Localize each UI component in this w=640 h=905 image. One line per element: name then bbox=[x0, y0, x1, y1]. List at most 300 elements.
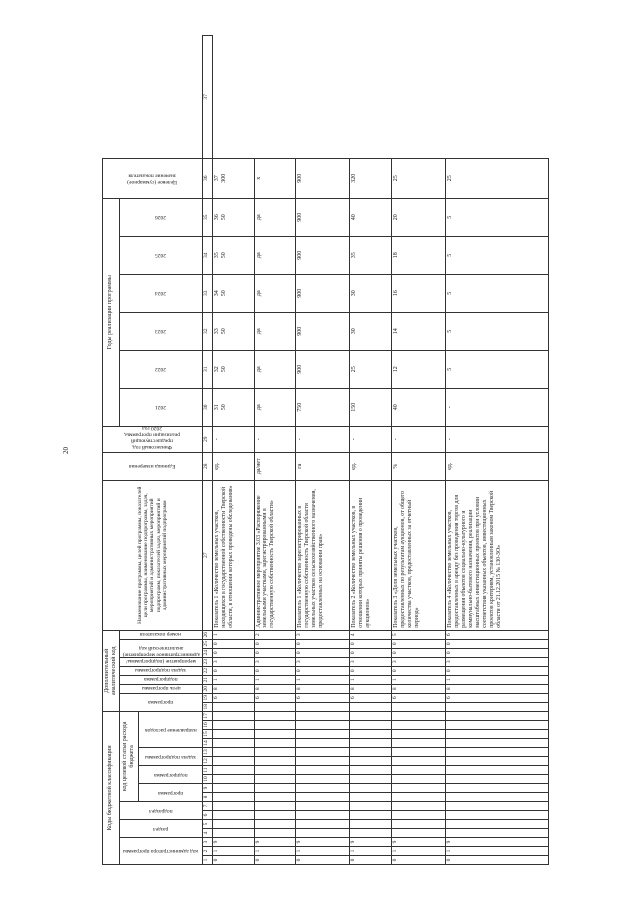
year-value-cell bbox=[212, 274, 254, 312]
base-year-cell: - bbox=[391, 426, 445, 452]
code-cell bbox=[445, 775, 548, 784]
code-cell: 3 bbox=[391, 657, 445, 666]
section-header bbox=[119, 820, 202, 838]
code-cell: 0 bbox=[391, 648, 445, 657]
year-value: 12 bbox=[392, 366, 399, 373]
code-cell bbox=[350, 802, 392, 811]
year-value-cell bbox=[350, 274, 392, 312]
indicator-name: Показатель 1 «Количество земельных участков, находящихся в государственной собственности Тверской области, в отношении которых проведены обследования» bbox=[212, 480, 254, 630]
target-value-cell bbox=[350, 158, 392, 198]
year-value: 18 bbox=[392, 252, 399, 259]
subsection-header bbox=[119, 802, 202, 820]
code-cell bbox=[254, 730, 296, 739]
column-number: 6 bbox=[202, 811, 212, 820]
unit-header bbox=[103, 452, 203, 480]
year-value: 35 bbox=[213, 252, 220, 259]
name-header bbox=[103, 480, 203, 630]
column-number: 25 bbox=[202, 639, 212, 648]
code-cell: 0 bbox=[350, 666, 392, 675]
code-cell bbox=[445, 739, 548, 748]
column-numbers-row bbox=[202, 36, 212, 865]
indicator-name: Показатель 3 «Доля земельных участков, предоставленных по результатам аукционов, от общего количества участков, предоставленных за отчетный период» bbox=[391, 480, 445, 630]
column-number: 3 bbox=[202, 838, 212, 847]
code-cell bbox=[296, 721, 350, 730]
code-cell bbox=[254, 739, 296, 748]
year-value: да bbox=[255, 252, 262, 259]
code-cell bbox=[296, 784, 350, 793]
add-subprogram-text: подпрограмма bbox=[143, 675, 178, 682]
target-value-cell bbox=[254, 158, 296, 198]
target-value: 37 bbox=[213, 175, 220, 182]
code-cell: 9 bbox=[212, 838, 254, 847]
code-cell: 0 bbox=[391, 666, 445, 675]
year-value: да bbox=[255, 366, 262, 373]
column-number: 22 bbox=[202, 666, 212, 675]
code-cell bbox=[350, 793, 392, 802]
year-value: 35 bbox=[351, 252, 358, 259]
year-header-1 bbox=[119, 350, 202, 388]
year-value-cell bbox=[254, 388, 296, 426]
code-cell: 3 bbox=[296, 657, 350, 666]
target-value-header-text: Целевое (суммарное) значение показателя bbox=[127, 172, 178, 185]
program-code-text: программа bbox=[157, 789, 184, 796]
code-cell: 0 bbox=[350, 856, 392, 865]
year-value: 750 bbox=[297, 402, 304, 412]
code-cell bbox=[391, 721, 445, 730]
code-cell bbox=[296, 802, 350, 811]
year-value-cell bbox=[445, 388, 548, 426]
code-cell: 0 bbox=[212, 666, 254, 675]
code-cell bbox=[445, 820, 548, 829]
code-cell bbox=[296, 748, 350, 757]
additional-code-header: Дополнительный аналитический код bbox=[103, 630, 120, 711]
code-cell bbox=[296, 811, 350, 820]
code-cell bbox=[391, 757, 445, 766]
code-cell: 8 bbox=[391, 684, 445, 693]
code-cell bbox=[296, 730, 350, 739]
column-number: 7 bbox=[202, 802, 212, 811]
code-cell: 1 bbox=[391, 675, 445, 684]
code-cell bbox=[391, 766, 445, 775]
year-header-2 bbox=[119, 312, 202, 350]
code-cell bbox=[212, 711, 254, 720]
code-cell: 0 bbox=[212, 639, 254, 648]
code-cell: 0 bbox=[212, 856, 254, 865]
year-value-cell bbox=[212, 312, 254, 350]
indicator-name: Показатель 4 «Количество земельных участков, предоставленных в аренду без проведения торгов для размещения объектов социально-культурного и коммунально-бытового назначения, реализации масштабных инвестиционных проектов при условии соответствия указанных объектов, инвестиционных проектов критериям, установленным законом Тверской области от 21.12.2015 № 130-ЗО» bbox=[445, 480, 548, 630]
column-number: 32 bbox=[202, 312, 212, 350]
add-task-header bbox=[119, 666, 202, 675]
code-cell: 1 bbox=[391, 847, 445, 856]
year-value: 16 bbox=[392, 290, 399, 297]
code-cell bbox=[391, 711, 445, 720]
base-year-cell: - bbox=[296, 426, 350, 452]
code-cell: 9 bbox=[391, 838, 445, 847]
year-value-cell bbox=[350, 312, 392, 350]
code-cell bbox=[254, 711, 296, 720]
code-cell bbox=[350, 757, 392, 766]
code-cell bbox=[212, 775, 254, 784]
year-text-2: 2023 bbox=[155, 328, 167, 335]
name-header-text: Наименование программы, целей программы, показателей цели программы, наименование подпрограмм, задач, мероприятий и административных мероприятий подпрограмм, показателей задач, мероприятий и административных мероприятий подпрограмм bbox=[136, 486, 168, 624]
year-value-cell bbox=[212, 236, 254, 274]
year-text-5: 2026 bbox=[155, 214, 167, 221]
base-year-cell: - bbox=[350, 426, 392, 452]
code-cell: 8 bbox=[212, 684, 254, 693]
column-number: 24 bbox=[202, 648, 212, 657]
add-indicator-text: номер показателя bbox=[140, 630, 182, 637]
code-cell: 1 bbox=[350, 675, 392, 684]
year-value-cell bbox=[212, 388, 254, 426]
indicator-name: Показатель 1 «Количество зарегистрированных в государственную собственность Тверской области земельных участков сельскохозяйственного назначения, предоставленных на основании прав» bbox=[296, 480, 350, 630]
column-number: 11 bbox=[202, 766, 212, 775]
add-target-header bbox=[119, 684, 202, 693]
code-cell bbox=[350, 739, 392, 748]
code-cell: 1 bbox=[254, 675, 296, 684]
year-value: 900 bbox=[297, 250, 304, 260]
code-cell: 3 bbox=[350, 657, 392, 666]
table-row bbox=[445, 36, 548, 865]
year-value: 900 bbox=[297, 212, 304, 222]
code-cell bbox=[296, 757, 350, 766]
target-value-secondary: х bbox=[255, 176, 262, 180]
year-value-cell bbox=[391, 350, 445, 388]
code-cell: 8 bbox=[296, 684, 350, 693]
code-cell: 8 bbox=[254, 684, 296, 693]
code-cell bbox=[350, 811, 392, 820]
target-value-secondary: 25 bbox=[446, 175, 453, 182]
code-cell: 6 bbox=[445, 693, 548, 702]
column-number: 27 bbox=[202, 480, 212, 630]
code-cell: 0 bbox=[296, 856, 350, 865]
fin-year-header-text: Финансовый год, предшествующий реализации программы, 2020 год bbox=[124, 424, 181, 450]
column-number: 20 bbox=[202, 684, 212, 693]
year-value: 5 bbox=[446, 367, 453, 371]
code-cell bbox=[391, 829, 445, 838]
year-value: 150 bbox=[351, 402, 358, 412]
year-text-3: 2024 bbox=[155, 290, 167, 297]
code-cell: 6 bbox=[212, 693, 254, 702]
code-cell bbox=[254, 766, 296, 775]
column-number: 2 bbox=[202, 847, 212, 856]
column-number: 4 bbox=[202, 829, 212, 838]
task-code-header bbox=[139, 748, 203, 766]
code-cell: 1 bbox=[212, 630, 254, 639]
code-cell bbox=[296, 739, 350, 748]
year-text-0: 2021 bbox=[155, 404, 167, 411]
code-cell bbox=[254, 829, 296, 838]
code-cell bbox=[391, 802, 445, 811]
target-value-header bbox=[103, 158, 203, 198]
code-cell bbox=[350, 721, 392, 730]
year-value-cell bbox=[296, 312, 350, 350]
code-cell bbox=[391, 748, 445, 757]
code-cell: 8 bbox=[445, 684, 548, 693]
code-cell bbox=[391, 784, 445, 793]
column-number: 15 bbox=[202, 730, 212, 739]
code-cell: 0 bbox=[350, 648, 392, 657]
code-cell bbox=[296, 820, 350, 829]
code-cell bbox=[445, 829, 548, 838]
code-cell bbox=[445, 793, 548, 802]
year-header-5 bbox=[119, 198, 202, 236]
year-value-cell bbox=[391, 198, 445, 236]
code-cell: 0 bbox=[445, 856, 548, 865]
code-cell bbox=[212, 757, 254, 766]
code-cell bbox=[391, 811, 445, 820]
year-value-cell bbox=[296, 388, 350, 426]
year-value-cell bbox=[445, 236, 548, 274]
target-value-secondary: 300 bbox=[220, 173, 227, 183]
year-value-cell bbox=[296, 236, 350, 274]
table-row bbox=[296, 36, 350, 865]
code-cell bbox=[296, 702, 350, 711]
year-value: 40 bbox=[392, 404, 399, 411]
code-cell bbox=[254, 820, 296, 829]
code-cell bbox=[212, 721, 254, 730]
code-cell: 3 bbox=[296, 630, 350, 639]
code-cell: 2 bbox=[254, 630, 296, 639]
code-cell bbox=[445, 784, 548, 793]
code-cell: 0 bbox=[296, 639, 350, 648]
code-cell bbox=[445, 811, 548, 820]
target-code-header: код целевой статьи расхода бюджета bbox=[119, 711, 138, 801]
column-number: 9 bbox=[202, 784, 212, 793]
code-cell bbox=[445, 730, 548, 739]
target-value-cell bbox=[212, 158, 254, 198]
year-value-secondary: 50 bbox=[220, 404, 227, 411]
year-value-cell bbox=[391, 274, 445, 312]
code-cell: 1 bbox=[212, 675, 254, 684]
subprogram-code-text: подпрограмма bbox=[153, 771, 188, 778]
year-value-cell bbox=[445, 350, 548, 388]
code-cell: 6 bbox=[350, 693, 392, 702]
subsection-text: подраздел bbox=[148, 807, 173, 814]
code-cell bbox=[254, 748, 296, 757]
code-cell bbox=[212, 829, 254, 838]
code-cell bbox=[350, 702, 392, 711]
code-cell: 0 bbox=[296, 648, 350, 657]
code-cell bbox=[254, 784, 296, 793]
column-number: 33 bbox=[202, 274, 212, 312]
budget-table-sheet bbox=[102, 35, 537, 865]
add-event-text: мероприятие (подпрограммы/административное мероприятие) bbox=[122, 651, 200, 664]
table-row bbox=[350, 36, 392, 865]
add-event-header bbox=[119, 651, 202, 666]
code-cell: 9 bbox=[350, 838, 392, 847]
code-cell bbox=[445, 766, 548, 775]
code-cell bbox=[350, 775, 392, 784]
add-target-text: цель программы bbox=[141, 684, 181, 691]
table-header bbox=[103, 36, 203, 865]
year-value-cell bbox=[445, 198, 548, 236]
code-cell bbox=[296, 829, 350, 838]
target-value-cell bbox=[391, 158, 445, 198]
year-value-cell bbox=[254, 312, 296, 350]
add-task-text: задача подпрограммы bbox=[135, 666, 187, 673]
code-cell: 1 bbox=[296, 847, 350, 856]
code-cell bbox=[445, 721, 548, 730]
column-number: 5 bbox=[202, 820, 212, 829]
code-cell bbox=[391, 702, 445, 711]
column-number: 28 bbox=[202, 452, 212, 480]
column-number: 26 bbox=[202, 630, 212, 639]
year-header-0 bbox=[119, 388, 202, 426]
year-value: 5 bbox=[446, 215, 453, 219]
code-cell: 0 bbox=[254, 856, 296, 865]
code-cell bbox=[212, 730, 254, 739]
target-value-cell bbox=[445, 158, 548, 198]
base-year-cell: - bbox=[254, 426, 296, 452]
column-number: 36 bbox=[202, 158, 212, 198]
page-number: 20 bbox=[62, 447, 70, 454]
admin-code-header bbox=[119, 838, 202, 865]
year-value-cell bbox=[445, 312, 548, 350]
task-code-text: задача подпрограммы bbox=[144, 753, 197, 760]
add-subprogram-header bbox=[119, 675, 202, 684]
code-cell: 0 bbox=[391, 639, 445, 648]
code-cell: 0 bbox=[296, 666, 350, 675]
add-indicator-header bbox=[119, 630, 202, 639]
code-cell: 0 bbox=[254, 666, 296, 675]
code-cell: 9 bbox=[296, 838, 350, 847]
code-cell: 0 bbox=[350, 639, 392, 648]
code-cell bbox=[212, 702, 254, 711]
year-value-cell bbox=[254, 236, 296, 274]
code-cell bbox=[445, 702, 548, 711]
year-value: 30 bbox=[351, 290, 358, 297]
unit-header-text: Единица измерения bbox=[129, 463, 176, 470]
code-cell: 0 bbox=[445, 666, 548, 675]
year-value: 40 bbox=[351, 214, 358, 221]
year-value-cell bbox=[254, 198, 296, 236]
code-cell bbox=[296, 766, 350, 775]
base-year-cell: - bbox=[212, 426, 254, 452]
year-value: 5 bbox=[446, 329, 453, 333]
code-cell bbox=[212, 739, 254, 748]
year-value-cell bbox=[350, 198, 392, 236]
code-cell: 0 bbox=[254, 639, 296, 648]
code-cell bbox=[296, 775, 350, 784]
code-cell bbox=[212, 820, 254, 829]
code-cell bbox=[212, 766, 254, 775]
year-value-secondary: 50 bbox=[220, 214, 227, 221]
add-program-header bbox=[119, 693, 202, 711]
year-value-cell bbox=[350, 350, 392, 388]
year-value-secondary: 50 bbox=[220, 328, 227, 335]
column-number: 35 bbox=[202, 198, 212, 236]
code-cell: 6 bbox=[445, 630, 548, 639]
direction-code-text: направление расходов bbox=[144, 726, 197, 733]
table-row bbox=[254, 36, 296, 865]
code-cell bbox=[445, 711, 548, 720]
target-value-secondary: 900 bbox=[297, 173, 304, 183]
fin-year-header bbox=[103, 426, 203, 452]
code-cell: 6 bbox=[391, 693, 445, 702]
code-cell bbox=[254, 757, 296, 766]
code-cell bbox=[445, 802, 548, 811]
code-cell: 1 bbox=[445, 675, 548, 684]
code-cell bbox=[350, 748, 392, 757]
code-cell: 1 bbox=[296, 675, 350, 684]
year-header-4 bbox=[119, 236, 202, 274]
column-number: 17 bbox=[202, 711, 212, 720]
code-cell bbox=[391, 730, 445, 739]
add-analytic-text: аналитический код bbox=[138, 645, 183, 652]
table-row bbox=[212, 36, 254, 865]
code-cell bbox=[212, 748, 254, 757]
code-cell: 3 bbox=[212, 657, 254, 666]
year-value: да bbox=[255, 328, 262, 335]
year-header-3 bbox=[119, 274, 202, 312]
column-number: 23 bbox=[202, 657, 212, 666]
year-value-secondary: 50 bbox=[220, 252, 227, 259]
code-cell: 9 bbox=[254, 838, 296, 847]
code-cell bbox=[296, 711, 350, 720]
code-cell: 6 bbox=[254, 693, 296, 702]
year-value: 5 bbox=[446, 253, 453, 257]
column-number: 1 bbox=[202, 856, 212, 865]
column-number: 21 bbox=[202, 675, 212, 684]
target-value-secondary: 320 bbox=[351, 173, 358, 183]
column-number: 14 bbox=[202, 739, 212, 748]
code-cell bbox=[445, 748, 548, 757]
year-value: 30 bbox=[351, 328, 358, 335]
base-year-cell: - bbox=[445, 426, 548, 452]
column-number: 10 bbox=[202, 775, 212, 784]
code-cell: 0 bbox=[445, 648, 548, 657]
unit-cell: % bbox=[391, 452, 445, 480]
code-cell: 4 bbox=[350, 630, 392, 639]
code-cell bbox=[350, 766, 392, 775]
unit-cell: ед. bbox=[350, 452, 392, 480]
unit-cell: ед. bbox=[212, 452, 254, 480]
subprogram-code-header bbox=[139, 766, 203, 784]
add-program-text: программа bbox=[148, 699, 174, 706]
year-value: 14 bbox=[392, 328, 399, 335]
year-value: 31 bbox=[213, 404, 220, 411]
code-cell: 9 bbox=[445, 838, 548, 847]
code-cell: 0 bbox=[212, 648, 254, 657]
direction-code-header bbox=[139, 711, 203, 747]
code-cell: 6 bbox=[296, 693, 350, 702]
year-value-cell bbox=[254, 274, 296, 312]
year-value: да bbox=[255, 290, 262, 297]
year-value-cell bbox=[212, 350, 254, 388]
section-text: раздел bbox=[153, 825, 169, 832]
code-cell bbox=[212, 784, 254, 793]
code-cell bbox=[212, 802, 254, 811]
year-value-cell bbox=[296, 350, 350, 388]
year-value: 900 bbox=[297, 364, 304, 374]
code-cell bbox=[391, 820, 445, 829]
year-value-secondary: 50 bbox=[220, 366, 227, 373]
column-number: 18 bbox=[202, 702, 212, 711]
column-number: 19 bbox=[202, 693, 212, 702]
code-cell bbox=[254, 811, 296, 820]
year-value: 33 bbox=[213, 328, 220, 335]
year-value: 20 bbox=[392, 214, 399, 221]
year-value: 32 bbox=[213, 366, 220, 373]
code-cell bbox=[350, 820, 392, 829]
code-cell: 3 bbox=[254, 657, 296, 666]
year-value-cell bbox=[445, 274, 548, 312]
code-cell bbox=[391, 739, 445, 748]
unit-cell: ед. bbox=[445, 452, 548, 480]
year-value: 25 bbox=[351, 366, 358, 373]
year-value: 36 bbox=[213, 214, 220, 221]
year-value-cell bbox=[391, 236, 445, 274]
